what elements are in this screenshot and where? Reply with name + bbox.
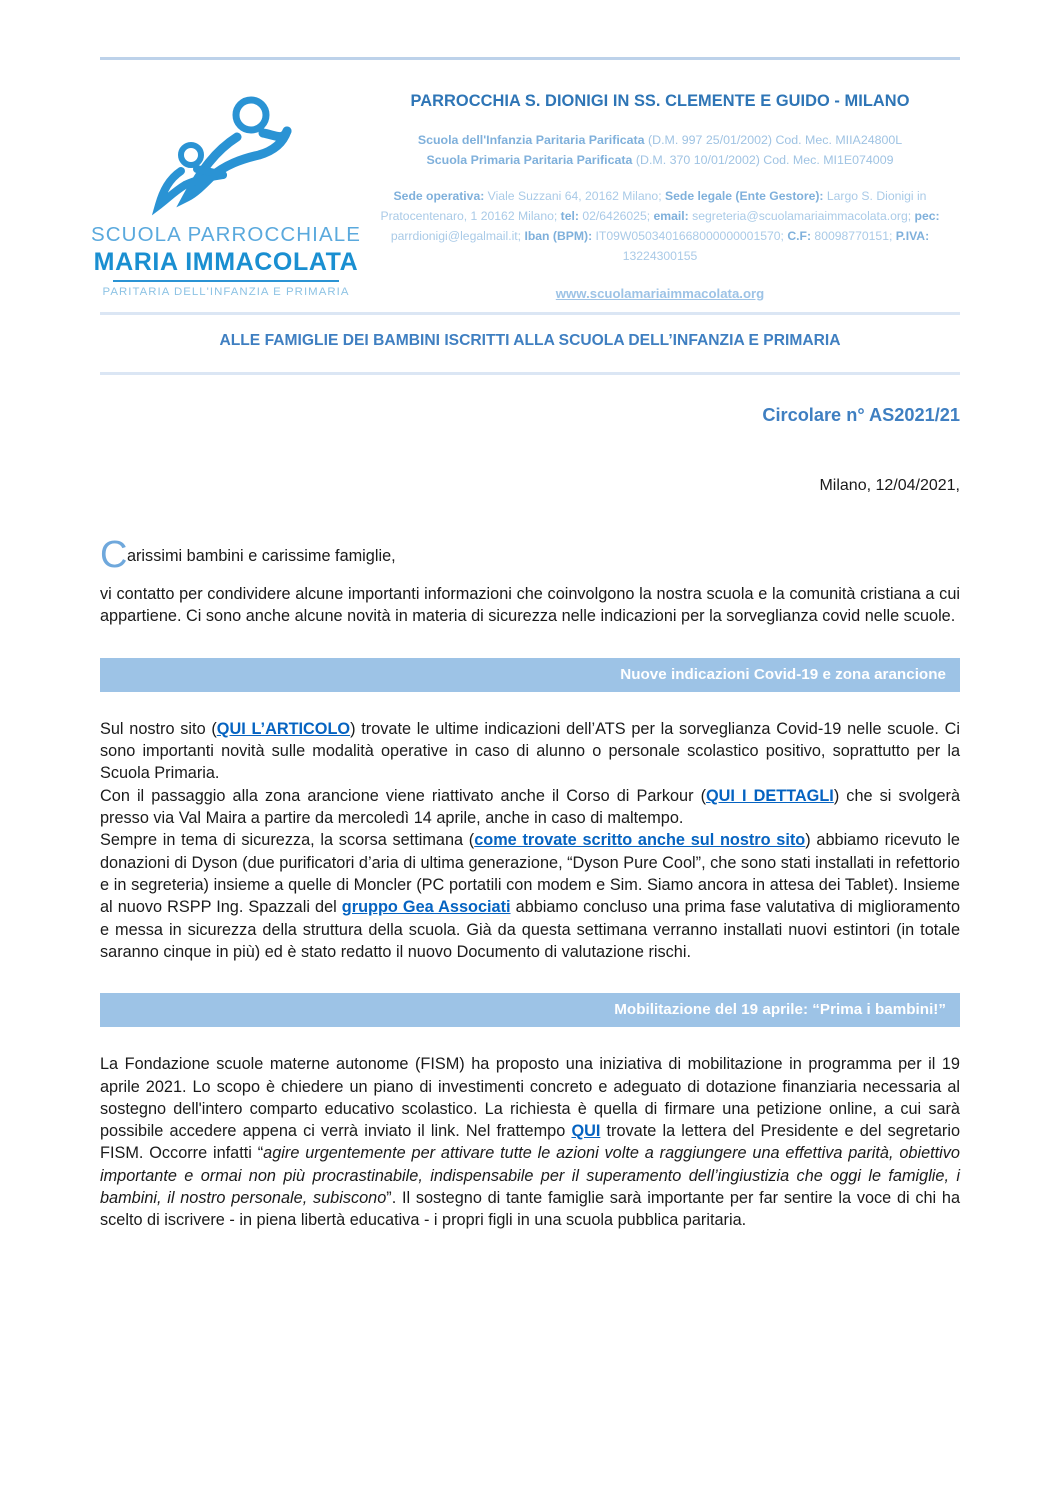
- school-accreditation: [360, 130, 960, 171]
- title-divider-bottom: [100, 372, 960, 375]
- two-running-figures-icon: [141, 93, 311, 221]
- logo-line-1: SCUOLA PARROCCHIALE: [91, 223, 362, 246]
- top-divider: [100, 57, 960, 60]
- sede-operativa-value: Viale Suzzani 64, 20162 Milano;: [484, 189, 665, 204]
- website-line: [360, 285, 960, 303]
- iban-label: Iban (BPM):: [524, 228, 593, 243]
- section-header-mobilitazione: Mobilitazione del 19 aprile: “Prima i bambini!”: [100, 993, 960, 1027]
- link-qui-dettagli[interactable]: QUI I DETTAGLI: [706, 786, 834, 805]
- sede-operativa-label: Sede operativa:: [393, 189, 485, 204]
- letter-body: [100, 534, 960, 1232]
- logo-underline: [113, 280, 339, 282]
- salutation: [100, 534, 960, 576]
- link-nostro-sito[interactable]: come trovate scritto anche sul nostro sito: [474, 831, 806, 850]
- tel-label: tel:: [560, 209, 579, 224]
- intro-paragraph: vi contatto per condividere alcune importanti informazioni che coinvolgono la nostra scuola e la comunità cristiana a cui appartiene. Ci sono anche alcune novità in materia di sicurezza nelle indicazioni per la sorveglianza covid nelle scuole.: [100, 585, 960, 626]
- s1p3-text-b: ) abbiamo ricevuto le donazioni di Dyson (due purificatori d’aria di ultima generazione, “Dyson Pure Cool”, che sono stati installati in refettorio e in segreteria) insieme a quelle di Moncler (PC portatili con modem e Sim. Siamo ancora in attesa dei Tablet). Insieme al nuovo RSPP Ing. Spazzali del: [100, 831, 960, 917]
- tel-value: 02/6426025;: [578, 209, 654, 224]
- pec-label: pec:: [914, 209, 940, 224]
- section1-paragraph-2: [100, 785, 960, 830]
- section1-paragraph-3: [100, 829, 960, 963]
- website-link[interactable]: www.scuolamariaimmacolata.org: [555, 285, 765, 301]
- section2-paragraph-1: [100, 1053, 960, 1232]
- link-qui-fism[interactable]: QUI: [571, 1122, 601, 1141]
- school-primaria-label: Scuola Primaria Paritaria Parificata: [426, 152, 633, 167]
- drop-cap: C: [100, 534, 127, 576]
- piva-value: 13224300155: [622, 248, 698, 263]
- addressee-line: ALLE FAMIGLIE DEI BAMBINI ISCRITTI ALLA SCUOLA DELL’INFANZIA E PRIMARIA: [219, 332, 841, 349]
- cf-label: C.F:: [787, 228, 812, 243]
- s1p3-text-a: Sempre in tema di sicurezza, la scorsa settimana (: [100, 831, 475, 850]
- contact-details: [360, 187, 960, 266]
- title-divider-top: [100, 312, 960, 315]
- logo-line-2: MARIA IMMACOLATA: [93, 248, 359, 276]
- s1p1-text-b: ) trovate le ultime indicazioni dell’ATS per la sorveglianza Covid-19 nelle scuole. Ci sono importanti novità sulle modalità operative in caso di alunno o personale scolastico positivo, soprattutto per la Scuola Primaria.: [100, 719, 960, 783]
- school-primaria-line: [360, 150, 960, 170]
- school-primaria-detail: (D.M. 370 10/01/2002) Cod. Mec. MI1E074009: [632, 152, 894, 167]
- s2p1-text-a: La Fondazione scuole materne autonome (FISM) ha proposto una iniziativa di mobilitazione in programma per il 19 aprile 2021. Lo scopo è chiedere un piano di investimenti concreto e adeguato di dotazione finanziaria necessaria al sostegno dell'intero comparto educativo scolastico. La richiesta è quella di firmare una petizione online, a cui sarà possibile accedere appena ci verrà inviato il link. Nel frattempo: [100, 1055, 960, 1141]
- s2p1-text-c: ”. Il sostegno di tante famiglie sarà importante per far sentire la voce di chi ha scelto di iscrivere - in piena libertà educativa - i propri figli in una scuola pubblica paritaria.: [100, 1189, 960, 1230]
- cf-value: 80098770151;: [811, 228, 896, 243]
- iban-value: IT09W0503401668000000001570;: [592, 228, 788, 243]
- s2p1-quote-italic: agire urgentemente per attivare tutte le azioni volte a raggiungere una effettiva parità, obiettivo importante e ormai non più procrastinabile, indispensabile per il superamento dell’ingiustizia che oggi le famiglie, i bambini, il nostro personale, subiscono: [100, 1144, 960, 1208]
- sede-legale-value: Largo S. Dionigi in Pratocentenaro, 1 20162 Milano;: [380, 189, 927, 224]
- link-gea-associati[interactable]: gruppo Gea Associati: [341, 898, 511, 917]
- section-header-covid: Nuove indicazioni Covid-19 e zona arancione: [100, 658, 960, 692]
- organization-title: PARROCCHIA S. DIONIGI IN SS. CLEMENTE E GUIDO - MILANO: [410, 92, 910, 110]
- s1p3-text-c: abbiamo concluso una prima fase valutativa di miglioramento e messa in sicurezza della struttura della scuola. Già da questa settimana verranno installati nuovi estintori (in totale saranno cinque in più) ed è stato redatto il nuovo Documento di valutazione rischi.: [100, 898, 960, 961]
- email-label: email:: [653, 209, 689, 224]
- school-infanzia-detail: (D.M. 997 25/01/2002) Cod. Mec. MIIA24800L: [644, 132, 903, 147]
- logo-line-3: PARITARIA DELL'INFANZIA E PRIMARIA: [102, 286, 350, 298]
- letterhead: [91, 75, 960, 303]
- circular-number: Circolare n° AS2021/21: [762, 405, 960, 425]
- section1-paragraph-1: [100, 718, 960, 785]
- school-infanzia-line: [360, 130, 960, 150]
- letterhead-text: [352, 75, 960, 303]
- pec-value: parrdionigi@legalmail.it;: [390, 228, 525, 243]
- sede-legale-label: Sede legale (Ente Gestore):: [664, 189, 824, 204]
- s1p1-text-a: Sul nostro sito (: [100, 719, 217, 738]
- s1p2-text-b: ) che si svolgerà presso via Val Maira a partire da mercoledì 14 aprile, anche in caso di maltempo.: [100, 786, 960, 828]
- s1p2-text-a: Con il passaggio alla zona arancione viene riattivato anche il Corso di Parkour (: [100, 786, 706, 805]
- piva-label: P.IVA:: [895, 228, 930, 243]
- place-date: Milano, 12/04/2021,: [819, 477, 960, 494]
- school-infanzia-label: Scuola dell'Infanzia Paritaria Parificata: [417, 132, 645, 147]
- salutation-text: arissimi bambini e carissime famiglie,: [126, 547, 396, 565]
- school-logo: [91, 75, 362, 298]
- link-qui-articolo[interactable]: QUI L’ARTICOLO: [216, 719, 351, 738]
- s2p1-text-b: trovate la lettera del Presidente e del segretario FISM. Occorre infatti “: [100, 1122, 960, 1163]
- email-value: segreteria@scuolamariaimmacolata.org;: [688, 209, 915, 224]
